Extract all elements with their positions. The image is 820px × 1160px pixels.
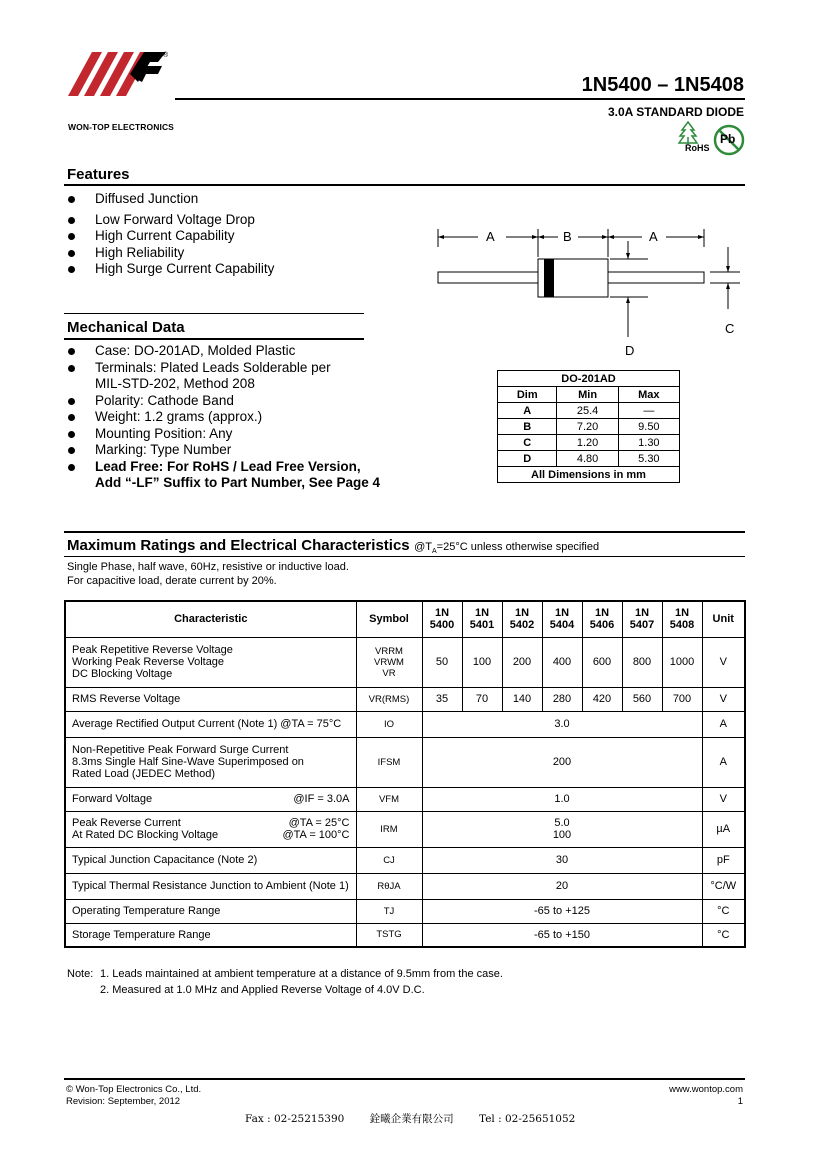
col-header: 1N 5400 [422,601,462,637]
footer-rule [64,1078,745,1080]
table-cell: 800 [622,637,662,687]
table-cell: VR(RMS) [356,687,422,711]
copyright: © Won-Top Electronics Co., Ltd. [66,1084,202,1095]
table-cell: Typical Junction Capacitance (Note 2) [65,847,356,873]
ratings-title-row [67,537,599,555]
table-cell: 600 [582,637,622,687]
part-subtitle: 3.0A STANDARD DIODE [607,105,744,119]
table-cell: 30 [422,847,702,873]
table-row [498,387,680,403]
table-cell: 50 [422,637,462,687]
header-rule [175,98,745,100]
bullet-icon [68,447,75,454]
company-name: WON-TOP ELECTRONICS [68,122,174,132]
fax-number: Fax : 02-25215390 [245,1113,345,1125]
package-diagram [430,225,750,365]
table-row [65,601,745,637]
table-cell: D [498,451,557,467]
col-header: 1N 5404 [542,601,582,637]
list-item: Add “-LF” Suffix to Part Number, See Page 4 [95,475,381,490]
table-cell: 140 [502,687,542,711]
table-cell: TSTG [356,923,422,947]
list-item: High Current Capability [66,228,274,245]
col-header: Unit [702,601,745,637]
table-cell: 420 [582,687,622,711]
table-cell: 3.0 [422,711,702,737]
table-cell: Forward Voltage @IF = 3.0A [65,787,356,811]
list-item: MIL-STD-202, Method 208 [95,376,255,391]
table-cell: V [702,787,745,811]
col-header: Symbol [356,601,422,637]
ratings-note1: Single Phase, half wave, 60Hz, resistive or inductive load. [67,561,349,573]
table-cell: 1000 [662,637,702,687]
table-row [65,873,745,899]
table-cell: °C [702,899,745,923]
table-cell: 100 [462,637,502,687]
table-cell: 560 [622,687,662,711]
table-cell: C [498,435,557,451]
table-cell: 280 [542,687,582,711]
dim-label-a-left: A [486,229,495,244]
bullet-icon [68,233,75,240]
lead-free-icon [713,124,745,156]
list-item: Marking: Type Number [66,442,380,459]
page-number: 1 [737,1096,743,1107]
ratings-top-rule [64,531,745,533]
table-cell: CJ [356,847,422,873]
company-cn: 銓曦企業有限公司 [369,1113,454,1125]
features-title: Features [67,166,130,183]
bullet-icon [68,196,75,203]
website-link[interactable]: www.wontop.com [669,1084,743,1095]
pb-label: Pb [720,132,736,146]
dimension-footer: All Dimensions in mm [498,467,680,483]
col-header: Characteristic [65,601,356,637]
table-cell: V [702,687,745,711]
table-cell: 1.0 [422,787,702,811]
table-cell: Non-Repetitive Peak Forward Surge Current 8.3ms Single Half Sine-Wave Superimposed on Rated Load (JEDEC Method) [65,737,356,787]
table-cell: RθJA [356,873,422,899]
table-cell: A [498,403,557,419]
table-cell: µA [702,811,745,847]
table-cell: 1.30 [618,435,679,451]
table-cell: V [702,637,745,687]
table-row [65,737,745,787]
list-item: Lead Free: For RoHS / Lead Free Version, [66,459,380,476]
table-cell: VFM [356,787,422,811]
table-cell: 700 [662,687,702,711]
table-row [65,847,745,873]
table-cell: °C/W [702,873,745,899]
table-cell: 400 [542,637,582,687]
table-cell: 4.80 [557,451,618,467]
part-range-title: 1N5400 – 1N5408 [581,74,744,96]
table-cell: Storage Temperature Range [65,923,356,947]
dim-label-c: C [725,321,735,336]
list-item: Mounting Position: Any [66,426,380,443]
table-cell: Peak Repetitive Reverse Voltage Working Peak Reverse Voltage DC Blocking Voltage [65,637,356,687]
table-cell: A [702,737,745,787]
note-1: 1. Leads maintained at ambient temperature at a distance of 9.5mm from the case. [100,968,503,980]
table-cell: 35 [422,687,462,711]
table-cell: IFSM [356,737,422,787]
list-item: High Surge Current Capability [66,261,274,278]
bullet-icon [68,398,75,405]
table-cell: 70 [462,687,502,711]
table-cell: 200 [502,637,542,687]
mechanical-rule [64,338,364,340]
dim-label-a-right: A [649,229,658,244]
table-cell: B [498,419,557,435]
tel-number: Tel : 02-25651052 [479,1113,576,1125]
ratings-note2: For capacitive load, derate current by 20%. [67,575,277,587]
table-cell: — [618,403,679,419]
bullet-icon [68,365,75,372]
ratings-condition: $@T_A=25^\circ C$ unless otherwise specified [414,541,600,556]
revision: Revision: September, 2012 [66,1096,181,1107]
table-cell: 25.4 [557,403,618,419]
table-cell: 9.50 [618,419,679,435]
table-cell: 1.20 [557,435,618,451]
table-cell: 7.20 [557,419,618,435]
table-cell: pF [702,847,745,873]
ratings-table [64,600,746,948]
dimension-table [497,370,680,483]
table-cell: Typical Thermal Resistance Junction to Ambient (Note 1) [65,873,356,899]
col-header: Max [618,387,679,403]
table-row [498,419,680,435]
mechanical-top-rule [64,313,364,314]
list-item: Terminals: Plated Leads Solderable per [66,360,380,377]
table-cell: VRRM VRWM VR [356,637,422,687]
registered-mark: ® [163,52,169,59]
table-row [65,923,745,947]
table-cell: Peak Reverse Current @TA = 25°C At Rated DC Blocking Voltage @TA = 100°C [65,811,356,847]
col-header: 1N 5401 [462,601,502,637]
dim-label-b: B [563,229,572,244]
bullet-icon [68,348,75,355]
bullet-icon [68,414,75,421]
list-item: Polarity: Cathode Band [66,393,380,410]
table-cell: TJ [356,899,422,923]
bullet-icon [68,464,75,471]
list-item: Case: DO-201AD, Molded Plastic [66,343,380,360]
mechanical-list [66,343,380,492]
bullet-icon [68,266,75,273]
ratings-rule [64,556,745,557]
table-row [65,711,745,737]
table-row [498,371,680,387]
note-2: 2. Measured at 1.0 MHz and Applied Reverse Voltage of 4.0V D.C. [100,984,425,996]
table-cell: IO [356,711,422,737]
package-name: DO-201AD [498,371,680,387]
list-item: High Reliability [66,245,274,262]
table-row [65,899,745,923]
table-cell: Average Rectified Output Current (Note 1) @TA = 75°C [65,711,356,737]
table-cell: A [702,711,745,737]
table-cell: IRM [356,811,422,847]
bullet-icon [68,431,75,438]
col-header: Min [557,387,618,403]
rohs-label: RoHS [685,143,710,153]
col-header: 1N 5402 [502,601,542,637]
table-cell: RMS Reverse Voltage [65,687,356,711]
table-cell: °C [702,923,745,947]
table-row [65,787,745,811]
table-cell: Operating Temperature Range [65,899,356,923]
table-cell: 5.0 100 [422,811,702,847]
list-item: Low Forward Voltage Drop [66,212,274,229]
table-row [65,637,745,687]
table-row [65,687,745,711]
features-list [66,191,274,278]
mechanical-title: Mechanical Data [67,319,185,336]
notes-label: Note: [67,968,94,980]
table-row [498,451,680,467]
table-row [498,403,680,419]
bullet-icon [68,217,75,224]
rohs-icon [674,121,712,155]
table-cell: 200 [422,737,702,787]
dim-label-d: D [625,343,635,358]
table-cell: 20 [422,873,702,899]
table-cell: -65 to +150 [422,923,702,947]
company-logo [66,52,168,120]
col-header: 1N 5407 [622,601,662,637]
bullet-icon [68,250,75,257]
col-header: Dim [498,387,557,403]
table-cell: 5.30 [618,451,679,467]
table-row [65,811,745,847]
col-header: 1N 5406 [582,601,622,637]
contact-line [245,1111,575,1126]
ratings-title: Maximum Ratings and Electrical Characteristics [67,537,410,554]
list-item: Diffused Junction [66,191,274,208]
features-rule [64,184,745,186]
col-header: 1N 5408 [662,601,702,637]
list-item: Weight: 1.2 grams (approx.) [66,409,380,426]
table-cell: -65 to +125 [422,899,702,923]
table-row [498,467,680,483]
table-row [498,435,680,451]
